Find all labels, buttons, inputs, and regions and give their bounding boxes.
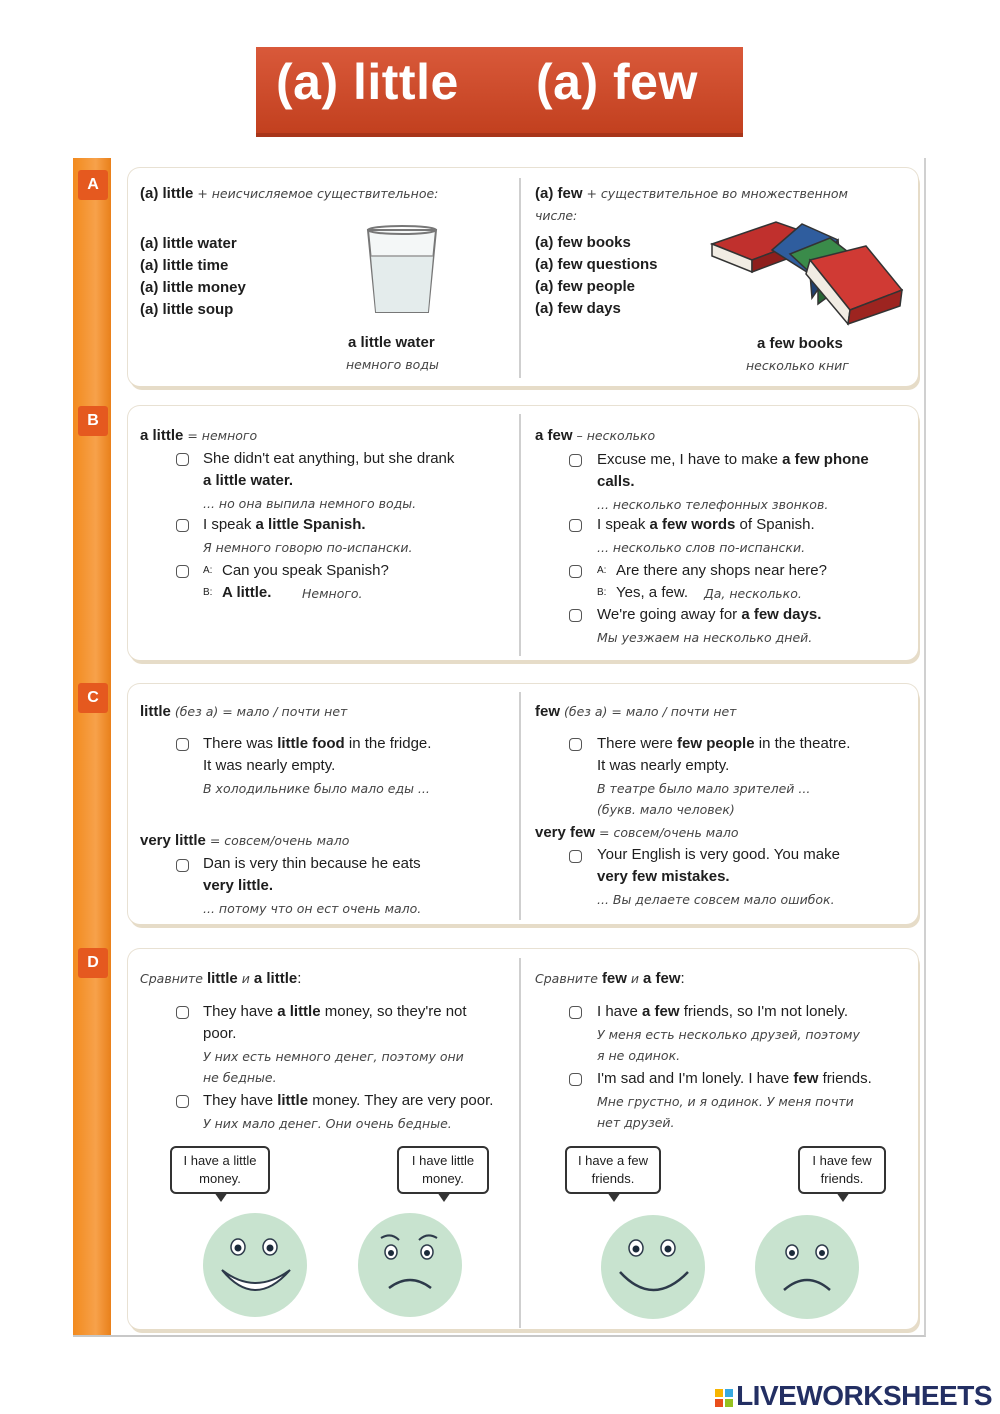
b-left-ex3-ru: Немного.: [302, 586, 363, 601]
c-right-ex2-bold: very few mistakes.: [597, 868, 730, 885]
side-stripe: [73, 158, 111, 1335]
section-b-divider: [519, 414, 521, 656]
bullet-icon: [176, 565, 189, 578]
bullet-icon: [569, 565, 582, 578]
c-right-ex2: Your English is very good. You make: [597, 846, 840, 863]
b-right-ex1-cont: calls.: [597, 473, 635, 490]
section-c-divider: [519, 692, 521, 920]
bullet-icon: [569, 609, 582, 622]
a-left-rule: (a) little + неисчисляемое существительное:: [140, 185, 439, 202]
bullet-icon: [176, 453, 189, 466]
c-left-ex2-ru: ... потому что он ест очень мало.: [203, 901, 422, 916]
b-right-ex3-b-tag: B:: [597, 587, 607, 598]
d-left-ex2: They have little money. They are very poor.: [203, 1092, 494, 1109]
c-left-heading2: very little = совсем/очень мало: [140, 832, 350, 849]
c-right-ex2-ru: ... Вы делаете совсем мало ошибок.: [597, 892, 835, 907]
a-right-rule-cont: числе:: [535, 208, 578, 223]
d-left-ex2-ru: У них мало денег. Они очень бедные.: [203, 1116, 452, 1131]
a-left-item: (a) little water: [140, 235, 237, 252]
sad-face-icon: [355, 1210, 465, 1320]
happy-face-icon: [598, 1212, 708, 1322]
a-left-item: (a) little time: [140, 257, 229, 274]
b-right-ex4-ru: Мы уезжаем на несколько дней.: [597, 630, 813, 645]
a-right-item: (a) few books: [535, 234, 631, 251]
bullet-icon: [569, 850, 582, 863]
c-right-heading2: very few = совсем/очень мало: [535, 824, 739, 841]
c-left-ex1-ru: В холодильнике было мало еды ...: [203, 781, 430, 796]
section-a-divider: [519, 178, 521, 378]
c-right-ex1-cont: It was nearly empty.: [597, 757, 730, 774]
bullet-icon: [176, 519, 189, 532]
d-right-heading: Сравните few и a few:: [535, 970, 685, 987]
c-right-ex1-ru2: (букв. мало человек): [597, 802, 735, 817]
a-left-item: (a) little soup: [140, 301, 234, 318]
d-right-ex1-ru: У меня есть несколько друзей, поэтому: [597, 1027, 860, 1042]
b-right-ex2-ru: ... несколько слов по-испански.: [597, 540, 806, 555]
books-illustration: [706, 214, 906, 330]
b-right-heading: a few – несколько: [535, 427, 656, 444]
sad-face-icon: [752, 1212, 862, 1322]
c-left-heading: little (без a) = мало / почти нет: [140, 703, 348, 720]
b-right-ex3-a-tag: A:: [597, 565, 607, 576]
d-right-ex1-ru2: я не одинок.: [597, 1048, 681, 1063]
b-left-heading: a little = немного: [140, 427, 258, 444]
bullet-icon: [569, 1006, 582, 1019]
b-right-ex1: Excuse me, I have to make a few phone: [597, 451, 869, 468]
glass-of-water-illustration: [362, 224, 442, 318]
d-left-ex1-ru2: не бедные.: [203, 1070, 277, 1085]
bullet-icon: [176, 1095, 189, 1108]
b-right-ex3-b: Yes, a few.: [616, 584, 688, 601]
c-left-ex2-bold: very little.: [203, 877, 274, 894]
title-few: (a) few: [536, 54, 698, 110]
a-right-item: (a) few days: [535, 300, 621, 317]
b-left-ex2-ru: Я немного говорю по-испански.: [203, 540, 413, 555]
a-left-caption: a little water: [348, 334, 435, 351]
section-d-divider: [519, 958, 521, 1328]
speech-bubble-little-money: I have little money.: [397, 1146, 489, 1194]
speech-bubble-a-few-friends: I have a few friends.: [565, 1146, 661, 1194]
b-left-ex3-b: A little.: [222, 584, 272, 601]
a-right-item: (a) few questions: [535, 256, 658, 273]
b-left-ex3-a-tag: A:: [203, 565, 213, 576]
a-right-item: (a) few people: [535, 278, 636, 295]
d-left-heading: Сравните little и a little:: [140, 970, 302, 987]
section-label-a: A: [78, 170, 108, 200]
b-right-ex4: We're going away for a few days.: [597, 606, 822, 623]
d-left-ex1: They have a little money, so they're not: [203, 1003, 467, 1020]
speech-bubble-a-little-money: I have a little money.: [170, 1146, 270, 1194]
bullet-icon: [176, 1006, 189, 1019]
bullet-icon: [569, 519, 582, 532]
c-left-ex2: Dan is very thin because he eats: [203, 855, 421, 872]
title-banner: [256, 47, 743, 137]
speech-bubble-few-friends: I have few friends.: [798, 1146, 886, 1194]
b-left-ex3-b-tag: B:: [203, 587, 213, 598]
b-right-ex3-ru: Да, несколько.: [704, 586, 802, 601]
liveworksheets-text: LIVEWORKSHEETS: [736, 1380, 992, 1411]
a-right-caption-ru: несколько книг: [746, 358, 849, 373]
d-right-ex2-ru: Мне грустно, и я одинок. У меня почти: [597, 1094, 854, 1109]
d-right-ex1: I have a few friends, so I'm not lonely.: [597, 1003, 849, 1020]
a-left-item: (a) little money: [140, 279, 246, 296]
b-right-ex2: I speak a few words of Spanish.: [597, 516, 815, 533]
d-right-ex2-ru2: нет друзей.: [597, 1115, 675, 1130]
bullet-icon: [569, 738, 582, 751]
bullet-icon: [176, 859, 189, 872]
bullet-icon: [569, 454, 582, 467]
bullet-icon: [176, 738, 189, 751]
b-left-ex3-a: Can you speak Spanish?: [222, 562, 389, 579]
section-label-b: B: [78, 406, 108, 436]
d-left-ex1-ru: У них есть немного денег, поэтому они: [203, 1049, 464, 1064]
c-right-ex1-ru: В театре было мало зрителей ...: [597, 781, 811, 796]
bullet-icon: [569, 1073, 582, 1086]
c-right-ex1: There were few people in the theatre.: [597, 735, 851, 752]
section-label-d: D: [78, 948, 108, 978]
c-right-heading: few (без a) = мало / почти нет: [535, 703, 737, 720]
a-right-rule: (a) few + существительное во множественном: [535, 185, 848, 202]
b-right-ex3-a: Are there any shops near here?: [616, 562, 827, 579]
b-left-ex1-bold: a little water.: [203, 472, 294, 489]
d-right-ex2: I'm sad and I'm lonely. I have few friends.: [597, 1070, 872, 1087]
b-left-ex1-ru: ... но она выпила немного воды.: [203, 496, 417, 511]
b-right-ex1-ru: ... несколько телефонных звонков.: [597, 497, 829, 512]
a-right-caption: a few books: [757, 335, 843, 352]
c-left-ex1: There was little food in the fridge.: [203, 735, 432, 752]
d-left-ex1-cont: poor.: [203, 1025, 237, 1042]
liveworksheets-logo: [714, 1380, 992, 1412]
a-left-caption-ru: немного воды: [346, 357, 439, 372]
b-left-ex1: She didn't eat anything, but she drank: [203, 450, 455, 467]
section-label-c: C: [78, 683, 108, 713]
b-left-ex2: I speak a little Spanish.: [203, 516, 366, 533]
c-left-ex1-cont: It was nearly empty.: [203, 757, 336, 774]
liveworksheets-logo-icon: [714, 1388, 736, 1408]
title-little: (a) little: [276, 54, 459, 110]
happy-face-icon: [200, 1210, 310, 1320]
